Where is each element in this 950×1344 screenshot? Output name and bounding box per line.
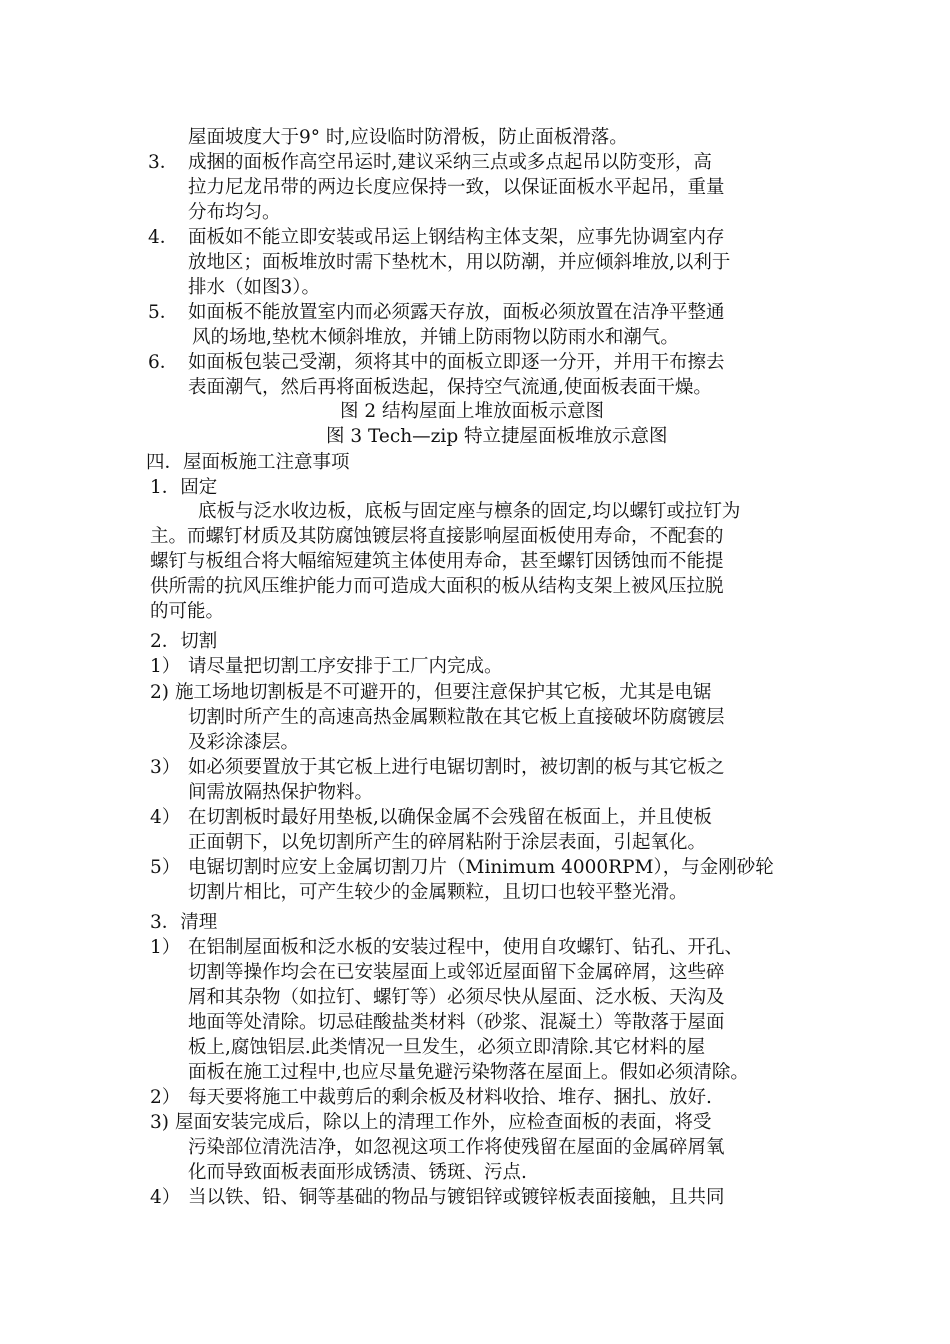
list-item-number: 3）	[150, 757, 181, 778]
list-item-line: 及彩涂漆层。	[188, 732, 300, 753]
list-item-line: 当以铁、铅、铜等基础的物品与镀铝锌或镀锌板表面接触，且共同	[188, 1187, 725, 1208]
paragraph-line: 主。而螺钉材质及其防腐蚀镀层将直接影响屋面板使用寿命，不配套的	[150, 526, 724, 547]
list-item-line: 分布均匀。	[188, 202, 281, 223]
list-item-continuation: 屋面坡度大于9° 时,应设临时防滑板，防止面板滑落。	[188, 127, 628, 148]
list-item-line: 正面朝下，以免切割所产生的碎屑粘附于涂层表面，引起氧化。	[188, 832, 707, 853]
figure-caption: 图 2 结构屋面上堆放面板示意图	[340, 401, 605, 422]
list-item-line: 在切割板时最好用垫板,以确保金属不会残留在板面上，并且使板	[188, 807, 712, 828]
list-item-line: 面板在施工过程中,也应尽量免避污染物落在屋面上。假如必须清除。	[188, 1062, 749, 1083]
list-item-line: 在铝制屋面板和泛水板的安装过程中，使用自攻螺钉、钻孔、开孔、	[188, 937, 744, 958]
list-item-line: 切割等操作均会在已安装屋面上或邻近屋面留下金属碎屑，这些碎	[188, 962, 725, 983]
list-item-number: 4）	[150, 807, 181, 828]
list-item-line: 电锯切割时应安上金属切割刀片（Minimum 4000RPM），与金刚砂轮	[188, 857, 774, 878]
list-item-line: 污染部位清洗洁净，如忽视这项工作将使残留在屋面的金属碎屑氧	[188, 1137, 725, 1158]
subsection-heading: 3．清理	[150, 912, 218, 933]
list-item-line: 切割时所产生的高速高热金属颗粒散在其它板上直接破坏防腐镀层	[188, 707, 725, 728]
list-item-line: 化而导致面板表面形成锈渍、锈斑、污点.	[188, 1162, 527, 1183]
paragraph-line: 底板与泛水收边板，底板与固定座与檩条的固定,均以螺钉或拉钉为	[198, 501, 741, 522]
list-item-line: 如面板包装己受潮，须将其中的面板立即逐一分开，并用干布擦去	[188, 352, 725, 373]
list-item-number: 5．	[148, 302, 179, 323]
list-item-line: 如必须要置放于其它板上进行电锯切割时，被切割的板与其它板之	[188, 757, 725, 778]
list-item-number: 1）	[150, 656, 181, 677]
paragraph-line: 螺钉与板组合将大幅缩短建筑主体使用寿命，甚至螺钉因锈蚀而不能提	[150, 551, 724, 572]
paragraph-line: 的可能。	[150, 601, 225, 622]
list-item-line: 屑和其杂物（如拉钉、螺钉等）必须尽快从屋面、泛水板、天沟及	[188, 987, 725, 1008]
list-item-line: 地面等处清除。切忌硅酸盐类材料（砂浆、混凝土）等散落于屋面	[188, 1012, 725, 1033]
list-item-number: 1）	[150, 937, 181, 958]
list-item-number: 4．	[148, 227, 179, 248]
list-item-line: 施工场地切割板是不可避开的，但要注意保护其它板，尤其是电锯	[175, 682, 712, 703]
list-item-line: 排水（如图3）。	[188, 277, 321, 298]
subsection-heading: 1．固定	[150, 477, 218, 498]
list-item-line: 表面潮气，然后再将面板迭起，保持空气流通,使面板表面干燥。	[188, 377, 712, 398]
list-item-line: 切割片相比，可产生较少的金属颗粒，且切口也较平整光滑。	[188, 882, 688, 903]
list-item-number: 4）	[150, 1187, 181, 1208]
list-item-line: 请尽量把切割工序安排于工厂内完成。	[188, 656, 503, 677]
list-item-line: 板上,腐蚀铝层.此类情况一旦发生，必须立即清除.其它材料的屋	[188, 1037, 706, 1058]
list-item-number: 3)	[150, 1112, 169, 1133]
list-item-line: 拉力尼龙吊带的两边长度应保持一致，以保证面板水平起吊，重量	[188, 177, 725, 198]
list-item-line: 每天要将施工中裁剪后的剩余板及材料收拾、堆存、捆扎、放好.	[188, 1087, 712, 1108]
list-item-line: 间需放隔热保护物料。	[188, 782, 374, 803]
paragraph-line: 供所需的抗风压维护能力而可造成大面积的板从结构支架上被风压拉脱	[150, 576, 724, 597]
figure-caption: 图 3 Tech—zip 特立捷屋面板堆放示意图	[326, 426, 668, 447]
list-item-line: 屋面安装完成后，除以上的清理工作外，应检查面板的表面，将受	[175, 1112, 712, 1133]
list-item-number: 5）	[150, 857, 181, 878]
list-item-number: 2)	[150, 682, 169, 703]
list-item-number: 6．	[148, 352, 179, 373]
list-item-line: 放地区；面板堆放时需下垫枕木，用以防潮，并应倾斜堆放,以利于	[188, 252, 731, 273]
list-item-number: 3．	[148, 152, 179, 173]
section-heading: 四．屋面板施工注意事项	[146, 452, 350, 473]
list-item-line: 如面板不能放置室内而必须露天存放，面板必须放置在洁净平整通	[188, 302, 725, 323]
list-item-line: 风的场地,垫枕木倾斜堆放，并铺上防雨物以防雨水和潮气。	[192, 327, 679, 348]
subsection-heading: 2．切割	[150, 631, 218, 652]
list-item-number: 2）	[150, 1087, 181, 1108]
list-item-line: 成捆的面板作高空吊运时,建议采纳三点或多点起吊以防变形，高	[188, 152, 712, 173]
list-item-line: 面板如不能立即安装或吊运上钢结构主体支架，应事先协调室内存	[188, 227, 725, 248]
